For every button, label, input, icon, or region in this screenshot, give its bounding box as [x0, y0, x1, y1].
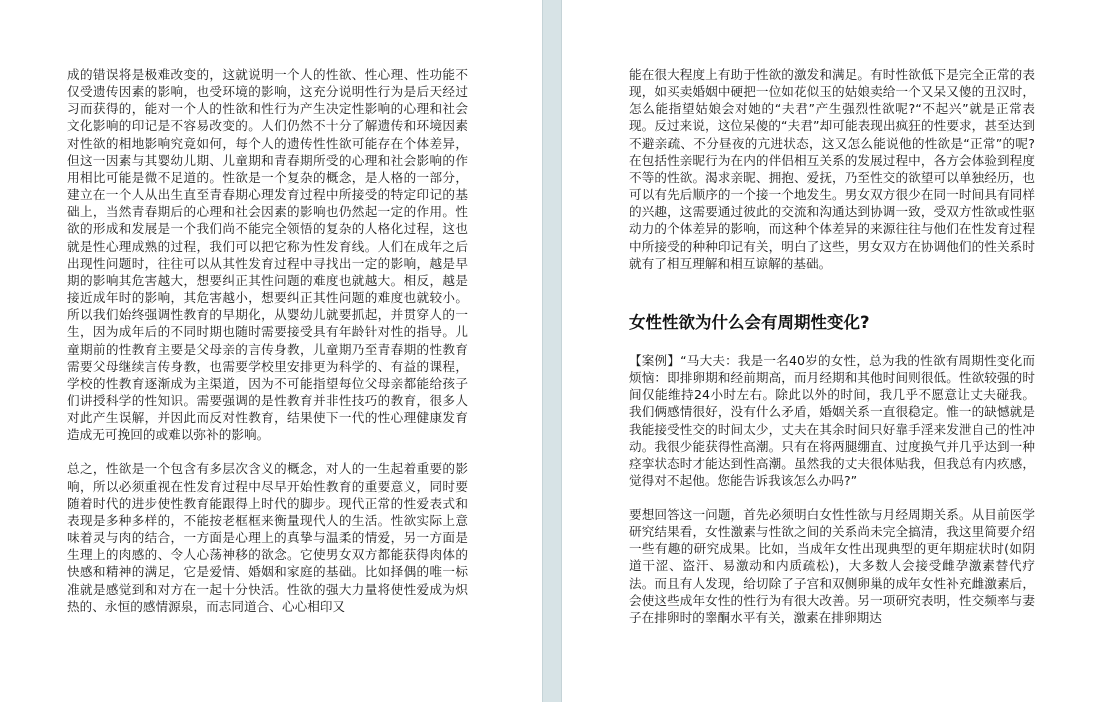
- left-page-body: [67, 66, 468, 615]
- left-paragraph-2: 总之，性欲是一个包含有多层次含义的概念，对人的一生起着重要的影响，所以必须重视在性发育过程中尽早开始性教育的重要意义，同时要随着时代的进步使性教育能跟得上时代的脚步。现代正常的性爱表式和表现是多种多样的，不能按老框框来衡量现代人的生活。性欲实际上意味着灵与肉的结合，一方面是心理上的真挚与温柔的情爱，另一方面是生理上的肉感的、令人心荡神移的欲念。它使男女双方都能获得肉体的快感和精神的满足，它是爱情、婚姻和家庭的基础。比如择偶的唯一标准就是感觉到和对方在一起十分快活。性欲的强大力量将使性爱成为炽热的、永恒的感情源泉，而志同道合、心心相印又: [67, 461, 468, 614]
- left-paragraph-1: 成的错误将是极难改变的，这就说明一个人的性欲、性心理、性功能不仅受遗传因素的影响，也受环境的影响，这充分说明性行为是后天经过习而获得的，能对一个人的性欲和性行为产生决定性影响的心理和社会文化影响的印记是不容易改变的。人们仍然不十分了解遗传和环境因素对性欲的相地影响究竟如何，每个人的遗传性性欲可能存在个体差异，但这一因素与其婴幼儿期、儿童期和青春期所受的心理和社会影响的作用相比可能是微不足道的。性欲是一个复杂的概念，是人格的一部分，建立在一个人从出生直至青春期心理发育过程中所接受的特定印记的基础上，当然青春期后的心理和社会因素的影响也仍然起一定的作用。性欲的形成和发展是一个我们尚不能完全领悟的复杂的人格化过程，这也就是性心理成熟的过程，我们可以把它称为性发育线。人们在成年之后出现性问题时，往往可以从其性发育过程中寻找出一定的影响，越是早期的影响其危害越大，想要纠正其性问题的难度也就越大。相反，越是接近成年时的影响，其危害越小，想要纠正其性问题的难度也就较小。所以我们始终强调性教育的早期化，从婴幼儿就要抓起，并贯穿人的一生，因为成年后的不同时期也随时需要接受具有年龄针对性的指导。儿童期前的性教育主要是父母亲的言传身教，儿童期乃至青春期的性教育需要父母继续言传身教，也需要学校里安排更为科学的、有益的课程，学校的性教育逐渐成为主渠道，因为不可能指望每位父母亲都能给孩子们讲授科学的性知识。需要强调的是性教育并非性技巧的教育，很多人对此产生误解，并因此而反对性教育，结果使下一代的性心理健康发育造成无可挽回的或难以弥补的影响。: [67, 67, 468, 443]
- right-page: [562, 0, 1105, 702]
- page-gutter: [542, 0, 562, 702]
- left-page: [0, 0, 542, 702]
- answer-paragraph: 要想回答这一问题，首先必须明白女性性欲与月经周期关系。从目前医学研究结果看，女性激素与性欲之间的关系尚未完全搞清，我这里简要介绍一些有趣的研究成果。比如，当成年女性出现典型的更年期症状时(如阴道干涩、盗汗、易激动和内质疏松)，大多数人会接受雌孕激素替代疗法。而且有人发现，给切除了子宫和双侧卵巢的成年女性补充雌激素后，会使这些成年女性的性行为有很大改善。另一项研究表明，性交频率与妻子在排卵时的睾酮水平有关，激素在排卵期达: [629, 507, 1035, 625]
- right-paragraph-top: 能在很大程度上有助于性欲的激发和满足。有时性欲低下是完全正常的表现，如买卖婚姻中硬把一位如花似玉的姑娘卖给一个又呆又傻的丑汉时，怎么能指望姑娘会对她的“夫君”产生强烈性欲呢?“不起兴”就是正常表现。反过来说，这位呆傻的“夫君”却可能表现出疯狂的性要求，甚至达到不避亲疏、不分昼夜的亢进状态，这又怎么能说他的性欲是“正常”的呢?在包括性亲昵行为在内的伴侣相互关系的发展过程中，各方会体验到程度不等的性欲。渴求亲昵、拥抱、爱抚，乃至性交的欲望可以单独经历，也可以有先后顺序的一个接一个地发生。男女双方很少在同一时间具有同样的兴趣，这需要通过彼此的交流和沟通达到协调一致，受双方性欲或性驱动力的个体差异的影响，而这种个体差异的来源往往与他们在性发育过程中所接受的种种印记有关，明白了这些，男女双方在协调他们的性关系时就有了相互理解和相互谅解的基础。: [629, 67, 1035, 271]
- case-paragraph: 【案例】“马大夫：我是一名40岁的女性，总为我的性欲有周期性变化而烦恼：即排卵期和经前期高，而月经期和其他时间则很低。性欲较强的时间仅能维持24小时左右。除此以外的时间，我几乎不愿意让丈夫碰我。我们俩感情很好，没有什么矛盾，婚姻关系一直很稳定。惟一的缺憾就是我能接受性交的时间太少，丈夫在其余时间只好靠手淫来发泄自己的性冲动。我很少能获得性高潮。只有在将两腿绷直、过度换气并几乎达到一种痉挛状态时才能达到性高潮。虽然我的丈夫很体贴我，但我总有内疚感，觉得对不起他。您能告诉我该怎么办吗?”: [629, 353, 1035, 489]
- section-heading: 女性性欲为什么会有周期性变化?: [629, 313, 870, 332]
